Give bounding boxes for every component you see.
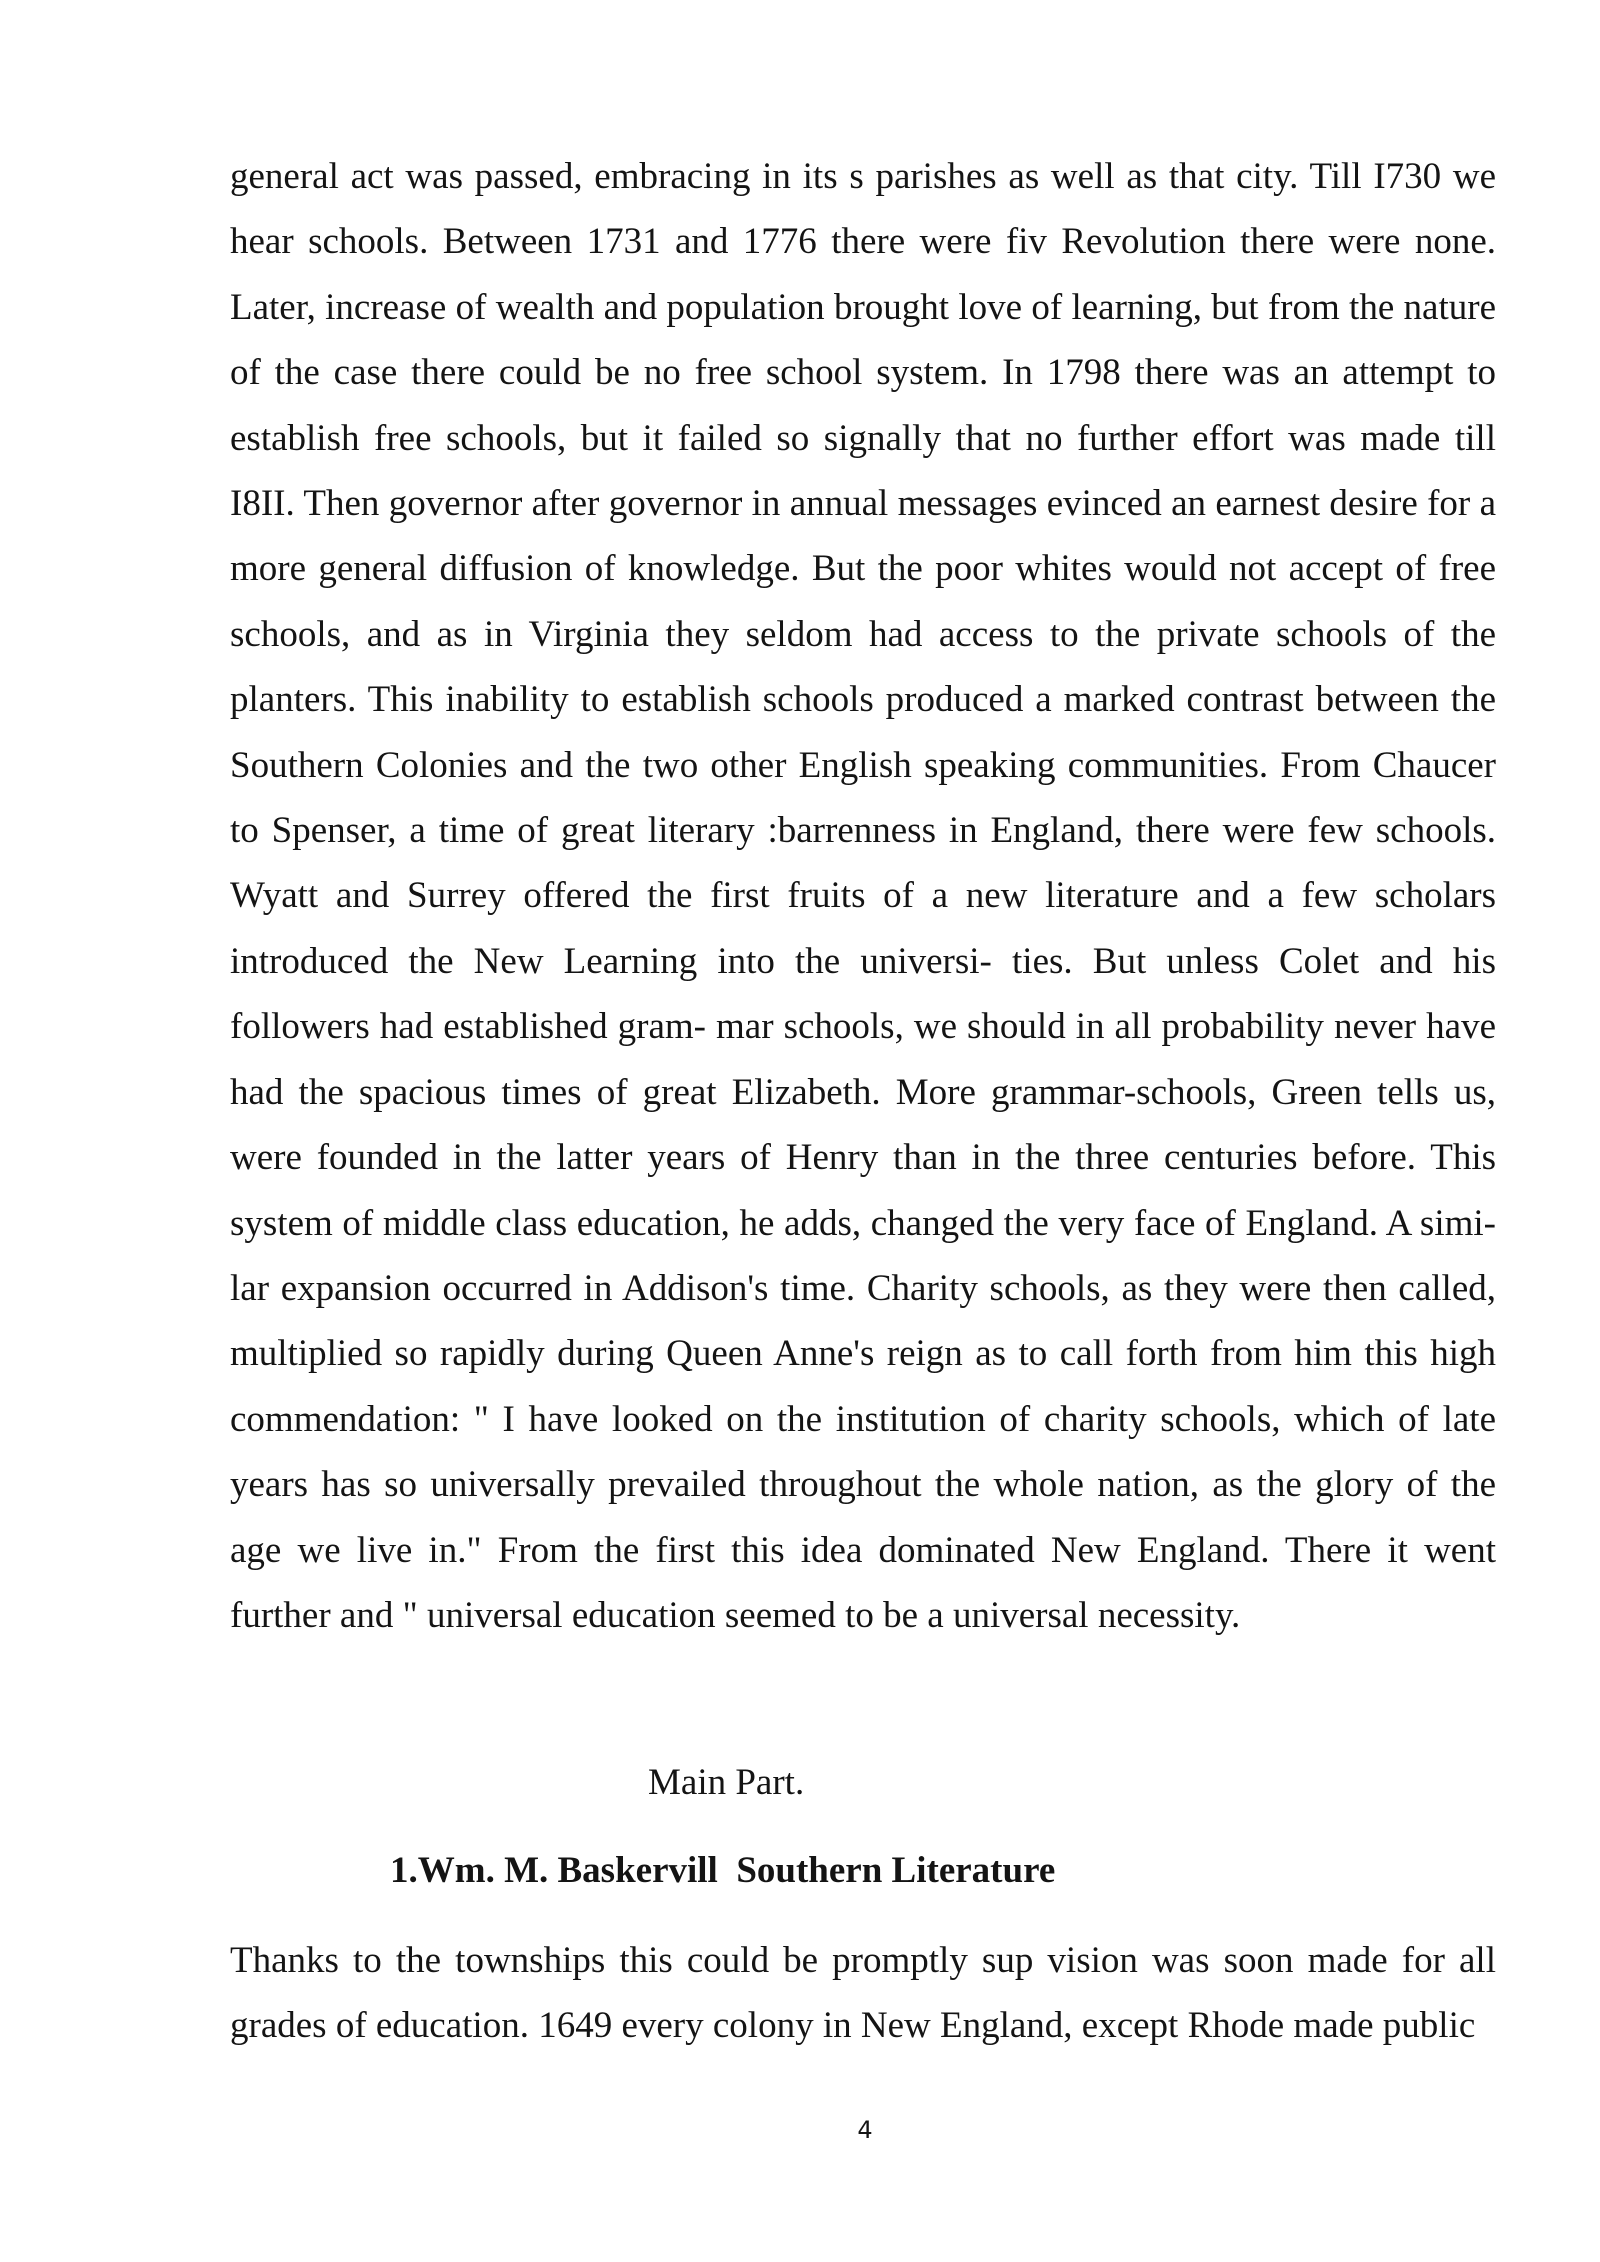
- section-label: Main Part.: [648, 1762, 805, 1803]
- body-paragraph: Thanks to the townships this could be promptly sup vision was soon made for all grades of education. 1649 every colony in New England, except Rhode made public: [230, 1940, 1496, 2047]
- section-heading: 1.Wm. M. Baskervill Southern Literature: [390, 1850, 1056, 1891]
- page-number: 4: [857, 2116, 873, 2144]
- body-paragraph: general act was passed, embracing in its s parishes as well as that city. Till I730 we hear schools. Between 1731 and 1776 there were fiv Revolution there were none. Later, increase of wealth and population brought love of learning, but from the nature of the case there could be no free school system. In 1798 there was an attempt to establish free schools, but it failed so signally that no further effort was made till I8II. Then governor after governor in annual messages evinced an earnest desire for a more general diffusion of knowledge. But the poor whites would not accept of free schools, and as in Virginia they seldom had access to the private schools of the planters. This inability to establish schools produced a marked contrast between the Southern Colonies and the two other English speaking communities. From Chaucer to Spenser, a time of great literary :barrenness in England, there were few schools. Wyatt and Surrey offered the first fruits of a new literature and a few scholars introduced the New Learning into the universi- ties. But unless Colet and his followers had established gram- mar schools, we should in all probability never have had the spacious times of great Elizabeth. More grammar-schools, Green tells us, were founded in the latter years of Henry than in the three centuries before. This system of middle class education, he adds, changed the very face of England. A simi- lar expansion occurred in Addison's time. Charity schools, as they were then called, multiplied so rapidly during Queen Anne's reign as to call forth from him this high commendation: " I have looked on the institution of charity schools, which of late years has so universally prevailed throughout the whole nation, as the glory of the age we live in." From the first this idea dominated New England. There it went further and " universal education seemed to be a universal necessity.: [230, 156, 1496, 1636]
